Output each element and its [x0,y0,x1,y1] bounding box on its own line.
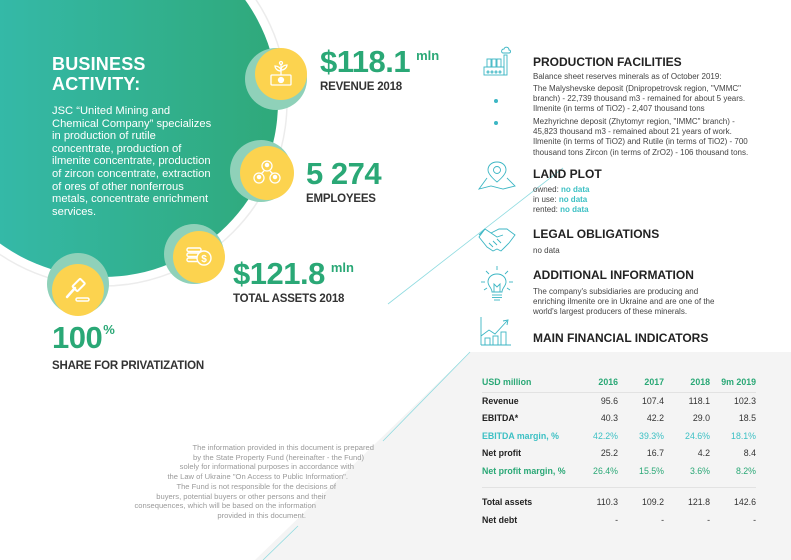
cell: 18.5 [738,413,756,424]
cell: 110.3 [596,497,618,508]
revenue-value: $118.1 [320,44,411,79]
cell: - [707,514,710,525]
cell: 16.7 [646,448,664,459]
people-network-icon [240,146,294,200]
business-activity-title [52,54,222,94]
privatization-label: SHARE FOR PRIVATIZATION [52,360,204,372]
employees-label: EMPLOYEES [306,193,376,205]
row-label: Net debt [482,514,518,525]
title-line: ACTIVITY: [52,74,141,94]
land-value: no data [561,185,590,194]
map-pin-icon [477,160,517,197]
land-value: no data [560,205,589,215]
lightbulb-icon [480,265,514,310]
cell: 15.5% [639,465,664,476]
cell: 8.2% [735,465,756,476]
header-year: 2017 [618,373,664,392]
row-label: Revenue [482,396,519,406]
text-line: enriching ilmenite ore in Ukraine and are one of the [533,297,715,307]
disclaimer-line: the Law of Ukraine "On Access to Public Information". [167,472,348,482]
additional-text [533,287,783,318]
land-row-rented [533,205,589,215]
cell: 24.6% [685,430,710,441]
header-year: 2018 [664,373,710,392]
cell: - [615,514,618,525]
table-row-ebitda [482,410,756,428]
table-row-net-profit-margin [482,462,756,480]
cell: 102.3 [733,396,756,406]
text-line: world's largest producers of these minerals. [533,307,688,317]
text-line: 45,823 thousand m3 - remained about 21 years of work. [533,127,732,137]
production-item-1 [533,84,788,115]
table-header-row [482,373,756,392]
table-separator [482,480,756,488]
employees-value: 5 274 [306,156,382,191]
land-label: rented: [533,205,558,215]
employees-kpi [306,158,381,205]
financial-title: MAIN FINANCIAL INDICATORS [533,331,709,345]
total-assets-kpi [233,258,354,305]
text-line: The company's subsidiaries are producing and [533,287,699,296]
row-label: Total assets [482,497,533,508]
disclaimer-line: consequences, which will be based on the information [134,501,316,511]
disclaimer-line: The information provided in this document is prepared [192,443,374,452]
header-label: USD million [482,373,572,392]
land-plot-title: LAND PLOT [533,167,602,181]
text-line: Ilmenite (in terms of TiO2) and Rutile (in terms of TiO2) - 700 [533,137,748,147]
text-line: thousand tons Zircon (in terms of ZrO2) - 106 thousand tons. [533,147,749,157]
total-assets-unit: mln [330,260,354,275]
land-row-in-use [533,195,589,205]
disclaimer [100,443,376,521]
cell: 142.6 [733,497,756,508]
text-line: Ilmenite (in terms of TiO2) - 2,407 thousand tons [533,104,705,114]
disclaimer-line: buyers, potential buyers or other persons and their [156,491,326,501]
land-value: no data [558,195,588,205]
land-label: in use: [533,195,557,205]
svg-text:$: $ [201,254,207,265]
row-label: EBITDA margin, % [482,430,559,441]
cell: 95.6 [600,396,618,406]
production-intro: Balance sheet reserves minerals as of October 2019: [533,72,722,81]
disclaimer-line: by the State Property Fund (hereinafter - the Fund) [193,452,364,462]
additional-title: ADDITIONAL INFORMATION [533,268,694,282]
cell: - [661,514,664,525]
header-year: 2016 [572,373,618,392]
cell: 118.1 [688,396,710,406]
handshake-icon [477,225,517,258]
disclaimer-line: The Fund is not responsible for the decisions of [176,481,336,491]
disclaimer-line: solely for informational purposes in accordance with [179,462,354,472]
money-plant-icon [255,48,307,100]
cell: 4.2 [697,448,710,459]
privatization-value: 100 [52,320,103,355]
text-line: The Malyshevske deposit (Dnipropetrovsk region, "VMMC" [533,84,741,93]
revenue-label: REVENUE 2018 [320,81,402,93]
row-label: EBITDA* [482,413,519,424]
financial-table [482,373,756,529]
table-row-revenue [482,392,756,410]
land-label: owned: [533,185,559,194]
table-row-net-profit [482,445,756,463]
coins-dollar-icon [173,231,225,283]
legal-text: no data [533,246,560,255]
total-assets-value: $121.8 [233,256,325,291]
factory-icon [482,45,512,82]
privatization-unit: % [103,322,115,337]
cell: 8.4 [743,448,756,459]
cell: 39.3% [639,430,664,441]
cell: 121.8 [687,497,710,508]
table-row-net-debt [482,511,756,529]
total-assets-label: TOTAL ASSETS 2018 [233,293,345,305]
cell: 42.2 [646,413,664,424]
cell: 42.2% [593,430,618,441]
cell: 25.2 [600,448,618,459]
text-line: Mezhyrichne deposit (Zhytomyr region, "IMMC" branch) - [533,117,735,126]
cell: 107.4 [641,396,664,406]
production-item-2 [533,117,788,158]
cell: 26.4% [593,465,618,476]
cell: 18.1% [731,430,756,441]
privatization-kpi [52,322,204,372]
row-label: Net profit margin, % [482,465,566,476]
land-row-owned [533,185,589,195]
gavel-icon [52,264,104,316]
land-plot-rows [533,185,589,216]
table-row-ebitda-margin [482,427,756,445]
growth-chart-icon [479,316,513,351]
cell: 3.6% [689,465,710,476]
table-row-total-assets [482,494,756,512]
revenue-unit: mln [416,48,440,63]
legal-title: LEGAL OBLIGATIONS [533,227,660,241]
text-line: branch) - 22,739 thousand m3 - remained for about 5 years. [533,94,746,104]
row-label: Net profit [482,448,522,459]
cell: 109.2 [641,497,664,508]
cell: 29.0 [692,413,710,424]
disclaimer-line: provided in this document. [217,510,306,520]
cell: 40.3 [600,413,618,424]
production-title: PRODUCTION FACILITIES [533,55,682,69]
bullet-dot [494,99,498,103]
revenue-kpi [320,46,439,93]
cell: - [753,514,756,525]
business-activity-description: JSC “United Mining and Chemical Company” specializes in production of rutile concentrate, production of ilmenite concentrate, production of zircon concentrate, extraction of ores of other nonferrous metals, concentrate enrichment services. [52,105,212,218]
header-year: 9m 2019 [710,373,756,392]
bullet-dot [494,121,498,125]
title-line: BUSINESS [52,54,146,74]
